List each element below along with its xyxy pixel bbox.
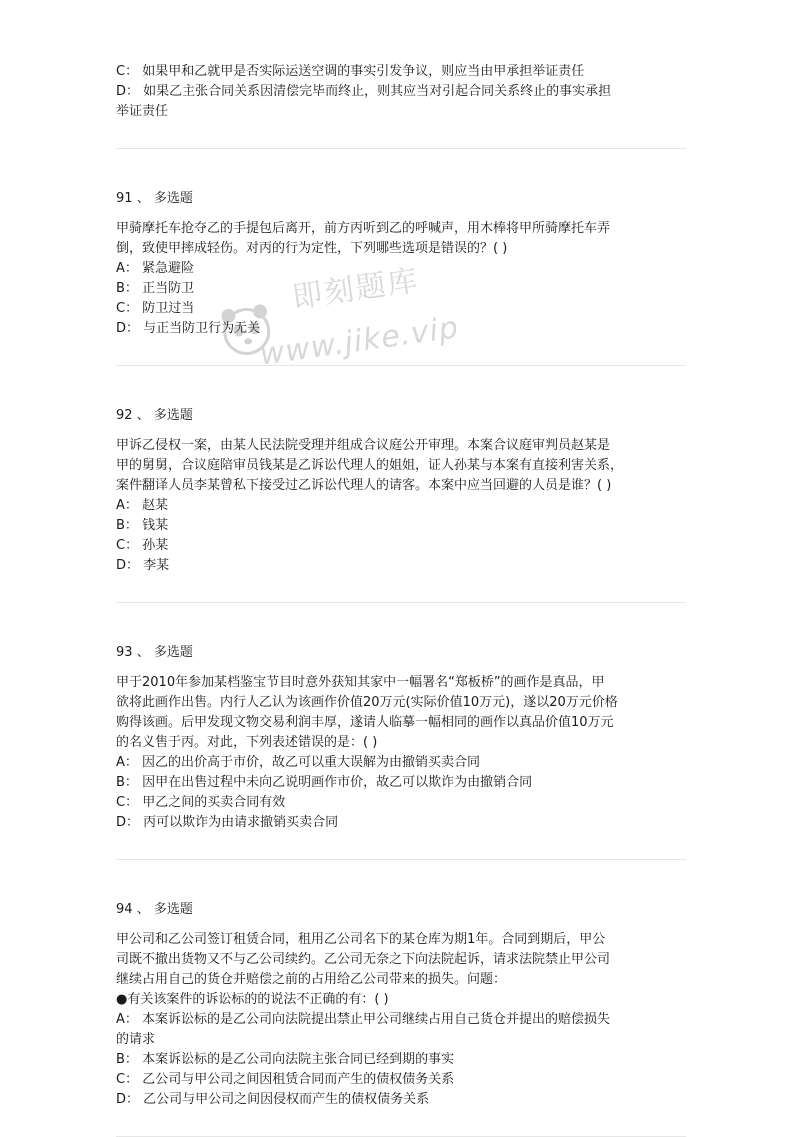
option-text: 与正当防卫行为无关 bbox=[143, 321, 261, 336]
question-header bbox=[116, 643, 686, 663]
option-text: 如果乙主张合同关系因清偿完毕而终止，则其应当对引起合同关系终止的事实承担 bbox=[143, 84, 612, 99]
option-key: B： bbox=[116, 518, 138, 533]
option-text: 防卫过当 bbox=[142, 301, 195, 316]
question-header bbox=[116, 900, 686, 920]
option-text: 如果甲和乙就甲是否实际运送空调的事实引发争议，则应当由甲承担举证责任 bbox=[142, 64, 585, 79]
watermark-brand: 即刻题库 bbox=[290, 263, 422, 316]
option-text: 李某 bbox=[143, 558, 170, 573]
question-stem-line: 欲将此画作出售。内行人乙认为该画作价值20万元(实际价值10万元)，遂以20万元价格 bbox=[116, 695, 618, 710]
option-key: C： bbox=[116, 64, 139, 79]
option-d bbox=[116, 813, 686, 833]
option-key: A： bbox=[116, 755, 138, 770]
question-91 bbox=[116, 189, 686, 339]
question-number: 91 bbox=[116, 191, 133, 206]
option-text: 紧急避险 bbox=[142, 261, 195, 276]
question-number: 92 bbox=[116, 408, 133, 423]
option-c bbox=[116, 793, 686, 813]
question-number: 94 bbox=[116, 902, 133, 917]
option-a bbox=[116, 753, 686, 773]
document-body bbox=[116, 62, 686, 1137]
option-key: B： bbox=[116, 281, 138, 296]
option-text: 乙公司与甲公司之间因侵权而产生的债权债务关系 bbox=[143, 1092, 430, 1107]
question-stem-line: 购得该画。后甲发现文物交易利润丰厚，遂请人临摹一幅相同的画作以真品价值10万元 bbox=[116, 715, 614, 730]
option-text: 甲乙之间的买卖合同有效 bbox=[142, 795, 286, 810]
option-text: 正当防卫 bbox=[142, 281, 195, 296]
option-key: C： bbox=[116, 795, 139, 810]
option-a bbox=[116, 259, 686, 279]
question-stem-line: 甲诉乙侵权一案，由某人民法院受理并组成合议庭公开审理。本案合议庭审判员赵某是 bbox=[116, 438, 611, 453]
question-type: 多选题 bbox=[153, 645, 193, 660]
question-separator: 、 bbox=[136, 408, 150, 423]
option-text: 因甲在出售过程中未向乙说明画作市价，故乙可以欺诈为由撤销合同 bbox=[142, 775, 533, 790]
watermark-url: www.jike.vip bbox=[257, 310, 462, 373]
option-d bbox=[116, 319, 686, 339]
question-stem-line: 继续占用自己的货仓并赔偿之前的占用给乙公司带来的损失。问题： bbox=[116, 972, 507, 987]
option-text: 本案诉讼标的是乙公司向法院主张合同已经到期的事实 bbox=[142, 1052, 455, 1067]
option-key: C： bbox=[116, 301, 139, 316]
question-header bbox=[116, 406, 686, 426]
option-b bbox=[116, 516, 686, 536]
option-key: D： bbox=[116, 321, 140, 336]
question-separator: 、 bbox=[136, 645, 150, 660]
option-d bbox=[116, 1090, 686, 1110]
question-stem-line: 甲骑摩托车抢夺乙的手提包后离开，前方丙听到乙的呼喊声，用木棒将甲所骑摩托车弄 bbox=[116, 221, 611, 236]
option-text: 孙某 bbox=[142, 538, 169, 553]
option-key: B： bbox=[116, 775, 138, 790]
question-stem-line: 司既不撤出货物又不与乙公司续约。乙公司无奈之下向法院起诉，请求法院禁止甲公司 bbox=[116, 952, 611, 967]
option-a bbox=[116, 496, 686, 516]
option-key: A： bbox=[116, 498, 138, 513]
question-header bbox=[116, 189, 686, 209]
question-stem-line: 甲于2010年参加某档鉴宝节目时意外获知其家中一幅署名“郑板桥”的画作是真品，甲 bbox=[116, 675, 605, 690]
option-row bbox=[116, 82, 686, 102]
option-b bbox=[116, 279, 686, 299]
option-key: D： bbox=[116, 1092, 140, 1107]
option-text: 钱某 bbox=[142, 518, 169, 533]
option-continuation: 举证责任 bbox=[116, 104, 169, 119]
question-separator: 、 bbox=[136, 191, 150, 206]
option-b bbox=[116, 773, 686, 793]
prev-question-options bbox=[116, 62, 686, 122]
question-93 bbox=[116, 643, 686, 833]
option-text: 丙可以欺诈为由请求撤销买卖合同 bbox=[143, 815, 339, 830]
option-key: D： bbox=[116, 815, 140, 830]
option-row bbox=[116, 62, 686, 82]
question-type: 多选题 bbox=[153, 408, 193, 423]
option-c bbox=[116, 536, 686, 556]
question-stem-line: 的名义售于丙。对此，下列表述错误的是：( ) bbox=[116, 735, 378, 750]
question-92 bbox=[116, 406, 686, 576]
option-key: D： bbox=[116, 558, 140, 573]
option-c bbox=[116, 1070, 686, 1090]
question-stem-line: 倒，致使甲摔成轻伤。对丙的行为定性，下列哪些选项是错误的？( ) bbox=[116, 241, 508, 256]
question-stem-line: 甲的舅舅，合议庭陪审员钱某是乙诉讼代理人的姐姐，证人孙某与本案有直接利害关系， bbox=[116, 458, 624, 473]
option-text: 乙公司与甲公司之间因租赁合同而产生的债权债务关系 bbox=[142, 1072, 455, 1087]
option-text: 因乙的出价高于市价，故乙可以重大误解为由撤销买卖合同 bbox=[142, 755, 481, 770]
question-stem-line: ●有关该案件的诉讼标的的说法不正确的有：( ) bbox=[116, 992, 389, 1007]
option-text: 本案诉讼标的是乙公司向法院提出禁止甲公司继续占用自己货仓并提出的赔偿损失 bbox=[142, 1012, 611, 1027]
option-key: B： bbox=[116, 1052, 138, 1067]
question-type: 多选题 bbox=[153, 191, 193, 206]
question-stem-line: 案件翻译人员李某曾私下接受过乙诉讼代理人的请客。本案中应当回避的人员是谁？( ) bbox=[116, 478, 612, 493]
question-stem-line: 甲公司和乙公司签订租赁合同，租用乙公司名下的某仓库为期1年。合同到期后，甲公 bbox=[116, 932, 606, 947]
option-key: A： bbox=[116, 1012, 138, 1027]
question-94 bbox=[116, 900, 686, 1110]
option-b bbox=[116, 1050, 686, 1070]
option-d bbox=[116, 556, 686, 576]
question-separator: 、 bbox=[136, 902, 150, 917]
question-number: 93 bbox=[116, 645, 133, 660]
option-key: D： bbox=[116, 84, 140, 99]
option-text: 赵某 bbox=[142, 498, 169, 513]
option-key: C： bbox=[116, 1072, 139, 1087]
question-type: 多选题 bbox=[153, 902, 193, 917]
option-key: C： bbox=[116, 538, 139, 553]
option-a bbox=[116, 1010, 686, 1030]
option-c bbox=[116, 299, 686, 319]
option-key: A： bbox=[116, 261, 138, 276]
option-continuation: 的请求 bbox=[116, 1032, 156, 1047]
